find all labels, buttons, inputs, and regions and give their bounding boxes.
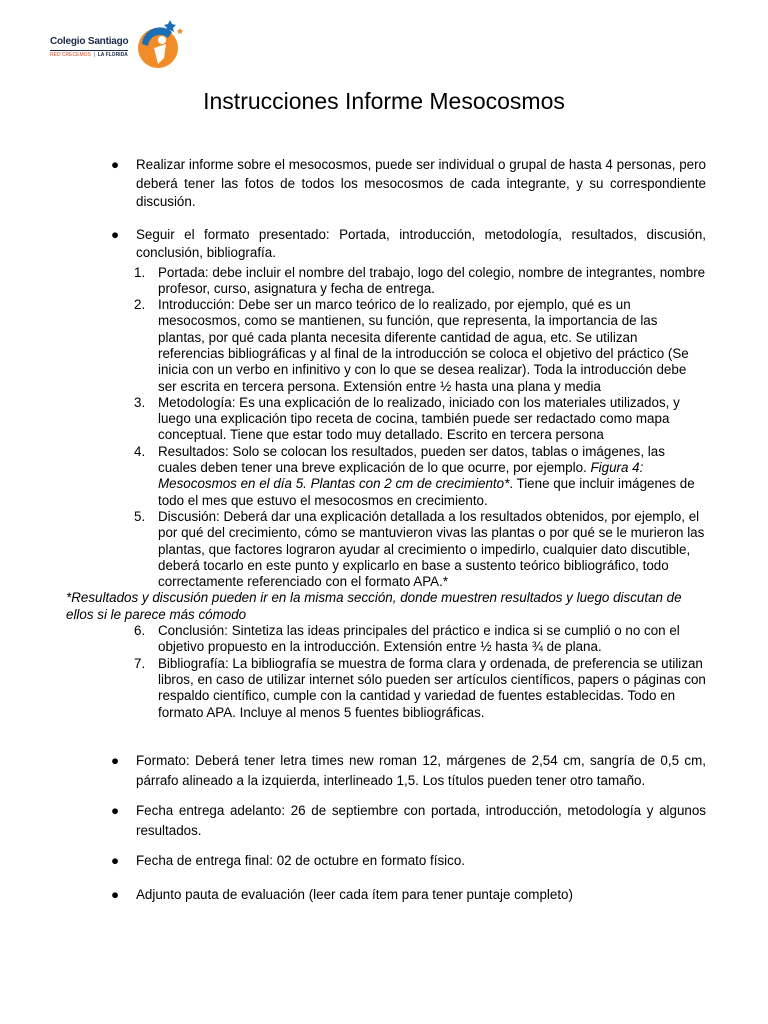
bullet-item [66,885,706,905]
school-logo [48,14,188,74]
list-item: 1. Portada: debe incluir el nombre del trabajo, logo del colegio, nombre de integrantes, nombre profesor, curso, asignatura y fecha de entrega. [134,264,706,296]
bullet-item [66,226,706,263]
figure-example: Figura 4: Mesocosmos en el día 5. Plantas con 2 cm de crecimiento* [158,460,644,492]
logo-name: Colegio Santiago [50,36,129,47]
bullet-icon: ● [111,157,120,172]
bullet-item [66,156,706,212]
logo-campus-label: LA FLORIDA [97,52,128,58]
list-item: 3. Metodología: Es una explicación de lo realizado, iniciado con los materiales utilizados, y luego una explicación tipo receta de cocina, también puede ser redactado como mapa conceptual. Tiene que estar todo muy detallado. Escrito en tercera persona [134,394,680,443]
bullet-text: Adjunto pauta de evaluación (leer cada ítem para tener puntaje completo) [136,886,573,902]
logo-network: RED CRECEMOS | LA FLORIDA [50,52,128,58]
bullet-item [66,751,706,791]
list-item: 5. Discusión: Deberá dar una explicación detallada a los resultados obtenidos, por ejemplo, el por qué del crecimiento, cómo se mantuvieron vivas las plantas o por qué se le murieron las plantas, que factores lograron ayudar al crecimiento o impedirlo, cualquier dato discutible, deberá tocarlo en este punto y explicarlo en base a sustento teórico bibliográfico, todo correctamente referenciado con el formato APA.* [134,508,705,590]
document-body [66,156,706,905]
sections-list [66,265,706,591]
list-item: 2. Introducción: Debe ser un marco teórico de lo realizado, por ejemplo, qué es un mesocosmos, como se mantienen, su función, que representa, la importancia de las plantas, por qué cada planta necesita diferente cantidad de agua, etc. Se utilizan referencias bibliográficas y al final de la introducción se coloca el objetivo del práctico (Se inicia con un verbo en infinitivo y con lo que se desea realizar). Toda la introducción debe ser escrita en tercera persona. Extensión entre ½ hasta una plana y media [134,297,689,394]
bullet-text: Fecha de entrega final: 02 de octubre en formato físico. [136,852,466,868]
list-item: 7. Bibliografía: La bibliografía se muestra de forma clara y ordenada, de preferencia se utilizan libros, en caso de utilizar internet sólo pueden ser artículos científicos, papers o páginas con respaldo científico, cumple con la cantidad y variedad de fuentes establecidas. Todo en formato APA. Incluye al menos 5 fuentes bibliográficas. [134,655,706,720]
bullet-text: Fecha entrega adelanto: 26 de septiembre con portada, introducción, metodología y algunos resultados. [136,802,706,838]
logo-network-label: RED CRECEMOS [50,52,91,58]
bullet-text: Seguir el formato presentado: Portada, introducción, metodología, resultados, discusión, conclusión, bibliografía. [136,226,706,260]
results-discussion-note: *Resultados y discusión pueden ir en la misma sección, donde muestren resultados y luego discutan de ellos si le parece más cómodo [66,590,682,622]
list-item: 6. Conclusión: Sintetiza las ideas principales del práctico e indica si se cumplió o no con el objetivo propuesto en la introducción. Extensión entre ½ hasta ¾ de plana. [134,623,680,655]
bullet-icon: ● [111,886,120,902]
bullet-icon: ● [111,802,120,818]
bullet-text: Formato: Deberá tener letra times new roman 12, márgenes de 2,54 cm, sangría de 0,5 cm, párrafo alineado a la izquierda, interlineado 1,5. Los títulos pueden tener otro tamaño. [136,752,706,788]
bullet-icon: ● [111,752,120,768]
bullet-icon: ● [111,226,120,242]
list-item: 4. Resultados: Solo se colocan los resultados, pueden ser datos, tablas o imágenes, las cuales deben tener una breve explicación de lo que ocurre, por ejemplo. Figura 4: Mesocosmos en el día 5. Plantas con 2 cm de crecimiento*. Tiene que incluir imágenes de todo el mes que estuvo el mesocosmos en crecimiento. [134,443,695,508]
logo-emblem-icon [128,14,188,74]
bullet-item [66,801,706,841]
page-title: Instrucciones Informe Mesocosmos [203,88,565,114]
sections-list-continued [66,623,706,721]
bullet-text: Realizar informe sobre el mesocosmos, puede ser individual o grupal de hasta 4 personas, pero deberá tener las fotos de todos los mesocosmos de cada integrante, y su correspondiente discusión. [136,157,706,209]
bullet-icon: ● [111,852,120,868]
bullet-item [66,851,706,871]
